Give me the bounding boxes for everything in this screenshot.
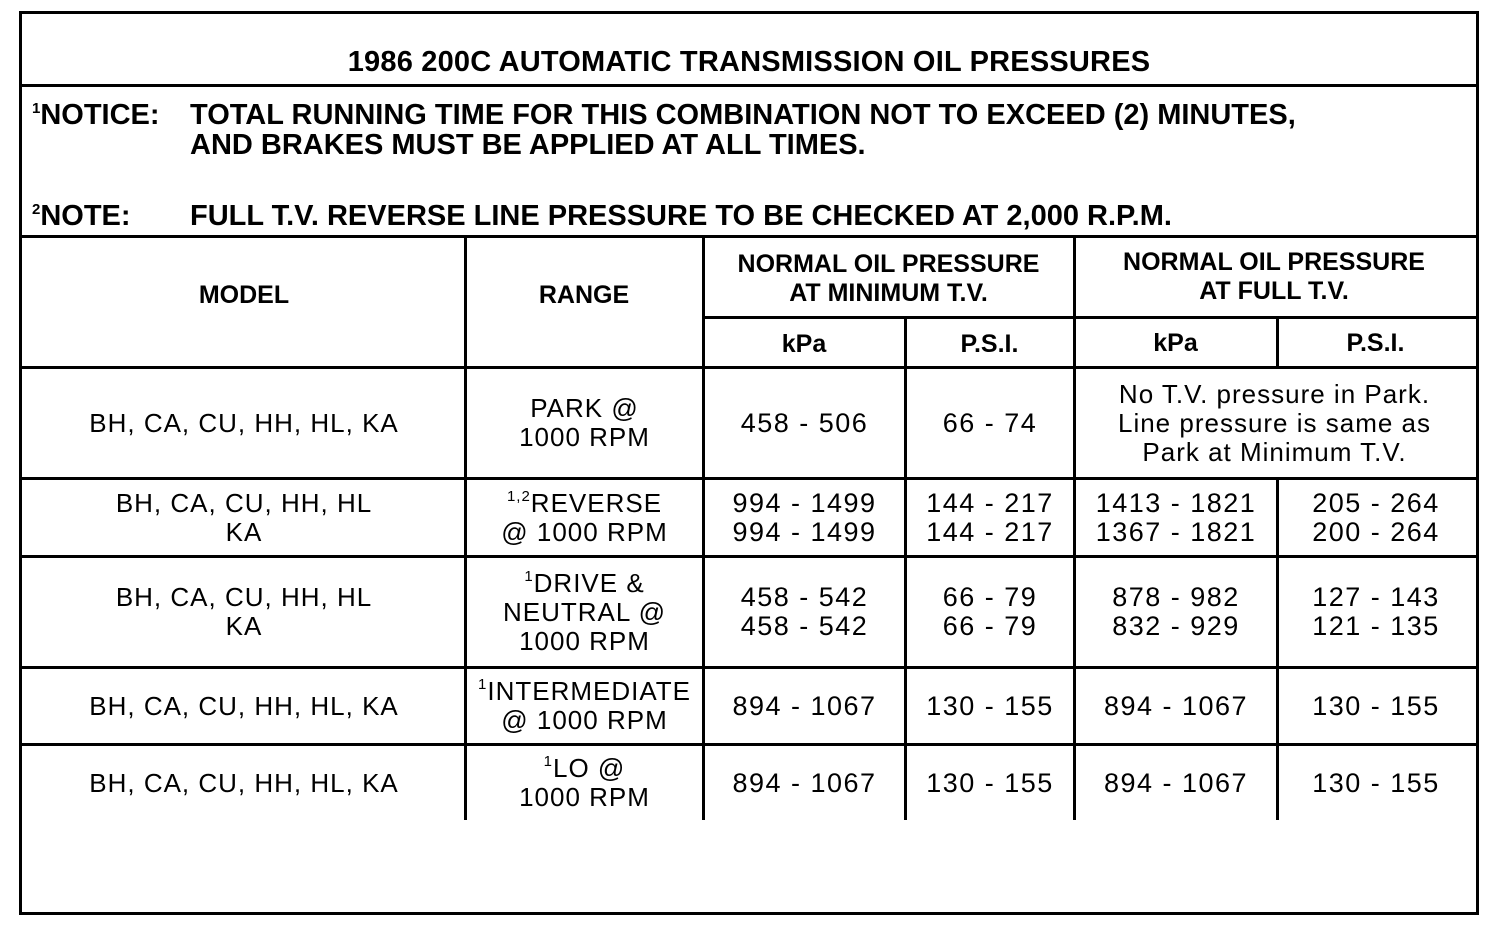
- model-cell-text: BH, CA, CU, HH, HL, KA: [89, 768, 399, 798]
- full-tv-psi-cell-line: [1279, 489, 1473, 518]
- full-tv-psi-cell-text: 130 - 155: [1312, 768, 1440, 798]
- header-full-psi: P.S.I.: [1346, 329, 1405, 357]
- page-title: 1986 200C AUTOMATIC TRANSMISSION OIL PRESSURES: [347, 46, 1151, 78]
- range-cell-text: REVERSE: [530, 488, 663, 518]
- full-tv-note-cell: [1076, 380, 1473, 467]
- min-tv-kpa-cell-line: [705, 612, 904, 641]
- min-tv-psi-cell-text: 66 - 79: [942, 611, 1038, 641]
- range-cell-text: @ 1000 RPM: [501, 705, 668, 735]
- range-cell-line: [467, 783, 702, 812]
- notice-label: [32, 99, 160, 132]
- range-cell-line: [467, 423, 702, 452]
- header-min-psi: P.S.I.: [960, 330, 1019, 358]
- full-tv-psi-cell-text: 200 - 264: [1312, 517, 1440, 547]
- full-tv-psi-cell-text: 130 - 155: [1312, 691, 1440, 721]
- full-tv-kpa-cell-text: 894 - 1067: [1103, 768, 1249, 798]
- full-tv-psi-cell-line: [1279, 518, 1473, 547]
- min-tv-kpa-cell-text: 994 - 1499: [732, 517, 877, 547]
- footnote-marker: 1: [478, 676, 488, 693]
- min-tv-kpa-cell-line: [705, 409, 904, 438]
- full-tv-psi-cell-line: [1279, 692, 1473, 721]
- header-full-kpa: kPa: [1153, 329, 1198, 357]
- notice-text: [190, 100, 1296, 160]
- min-tv-psi-cell: [907, 409, 1073, 438]
- table-rule-h: [22, 366, 1476, 369]
- full-tv-kpa-cell: [1076, 769, 1276, 798]
- model-cell-line: [24, 518, 464, 547]
- document-frame: [19, 11, 1479, 915]
- full-tv-note-cell-text: Line pressure is same as: [1117, 408, 1432, 438]
- notice-line-2: AND BRAKES MUST BE APPLIED AT ALL TIMES.: [190, 129, 866, 161]
- full-tv-kpa-cell-line: [1076, 518, 1276, 547]
- title-divider: [22, 84, 1476, 87]
- full-tv-note-cell-line: [1076, 438, 1473, 467]
- table-rule-h: [22, 743, 1476, 746]
- model-cell-line: [24, 769, 464, 798]
- full-tv-kpa-cell-text: 1413 - 1821: [1095, 488, 1257, 518]
- range-cell: [467, 677, 702, 735]
- full-tv-note-cell-text: Park at Minimum T.V.: [1142, 437, 1407, 467]
- full-tv-psi-cell-line: [1279, 583, 1473, 612]
- model-cell: [24, 692, 464, 721]
- header-full-tv-line-2: AT FULL T.V.: [1199, 277, 1349, 305]
- range-cell-line: [467, 394, 702, 423]
- full-tv-psi-cell-line: [1279, 612, 1473, 641]
- full-tv-psi-cell: [1279, 489, 1473, 547]
- model-cell-line: [24, 409, 464, 438]
- min-tv-psi-cell-text: 66 - 79: [942, 582, 1038, 612]
- model-cell-text: KA: [225, 517, 263, 547]
- model-cell-line: [24, 692, 464, 721]
- range-cell-line: [467, 598, 702, 627]
- range-cell-line: [467, 489, 702, 518]
- range-cell: [467, 569, 702, 656]
- note-marker: 2: [32, 201, 41, 218]
- full-tv-kpa-cell: [1076, 692, 1276, 721]
- model-cell-line: [24, 583, 464, 612]
- full-tv-note-cell-line: [1076, 409, 1473, 438]
- min-tv-psi-cell: [907, 489, 1073, 547]
- min-tv-kpa-cell-text: 458 - 506: [740, 408, 869, 438]
- note-text: FULL T.V. REVERSE LINE PRESSURE TO BE CHECKED AT 2,000 R.P.M.: [190, 200, 1172, 232]
- range-cell: [467, 754, 702, 812]
- full-tv-psi-cell-text: 121 - 135: [1312, 611, 1440, 641]
- header-min-tv-line-2: AT MINIMUM T.V.: [789, 279, 988, 307]
- notice-label-text: NOTICE:: [40, 99, 160, 131]
- min-tv-kpa-cell-line: [705, 583, 904, 612]
- range-cell-line: [467, 677, 702, 706]
- range-cell: [467, 394, 702, 452]
- model-cell-text: BH, CA, CU, HH, HL, KA: [89, 408, 399, 438]
- min-tv-psi-cell-text: 66 - 74: [942, 408, 1038, 438]
- model-cell-text: BH, CA, CU, HH, HL: [115, 582, 373, 612]
- header-min-kpa: kPa: [781, 330, 827, 358]
- notice-marker: 1: [32, 100, 41, 117]
- header-range: RANGE: [538, 281, 630, 309]
- model-cell-line: [24, 612, 464, 641]
- note-label-text: NOTE:: [40, 200, 131, 232]
- full-tv-note-cell-line: [1076, 380, 1473, 409]
- full-tv-kpa-cell-text: 878 - 982: [1112, 582, 1240, 612]
- range-cell-text: DRIVE &: [533, 568, 645, 598]
- full-tv-kpa-cell-line: [1076, 489, 1276, 518]
- min-tv-psi-cell-text: 130 - 155: [926, 768, 1054, 798]
- min-tv-kpa-cell-line: [705, 489, 904, 518]
- range-cell-text: INTERMEDIATE: [487, 676, 691, 706]
- full-tv-kpa-cell: [1076, 583, 1276, 641]
- model-cell: [24, 769, 464, 798]
- full-tv-kpa-cell-line: [1076, 769, 1276, 798]
- model-cell: [24, 489, 464, 547]
- range-cell-line: [467, 569, 702, 598]
- min-tv-kpa-cell: [705, 583, 904, 641]
- range-cell-text: @ 1000 RPM: [501, 517, 668, 547]
- min-tv-psi-cell-text: 144 - 217: [926, 488, 1054, 518]
- min-tv-psi-cell-line: [907, 409, 1073, 438]
- footnote-marker: 1,2: [506, 488, 531, 505]
- min-tv-kpa-cell-text: 458 - 542: [740, 582, 869, 612]
- min-tv-kpa-cell-text: 894 - 1067: [732, 768, 877, 798]
- min-tv-kpa-cell-text: 894 - 1067: [732, 691, 877, 721]
- min-tv-kpa-cell: [705, 409, 904, 438]
- full-tv-psi-cell: [1279, 769, 1473, 798]
- full-tv-kpa-cell-text: 894 - 1067: [1103, 691, 1249, 721]
- range-cell-line: [467, 706, 702, 735]
- range-cell-text: 1000 RPM: [519, 782, 650, 812]
- header-min-tv-line-1: NORMAL OIL PRESSURE: [737, 250, 1040, 278]
- header-min-tv: [704, 250, 1073, 308]
- range-cell-line: [467, 518, 702, 547]
- min-tv-psi-cell-line: [907, 692, 1073, 721]
- full-tv-kpa-cell-text: 1367 - 1821: [1095, 517, 1257, 547]
- min-tv-kpa-cell-line: [705, 692, 904, 721]
- model-cell: [24, 583, 464, 641]
- min-tv-kpa-cell-line: [705, 518, 904, 547]
- full-tv-psi-cell: [1279, 692, 1473, 721]
- full-tv-kpa-cell-text: 832 - 929: [1112, 611, 1240, 641]
- header-full-tv-line-1: NORMAL OIL PRESSURE: [1123, 248, 1425, 276]
- min-tv-psi-cell-line: [907, 489, 1073, 518]
- full-tv-psi-cell: [1279, 583, 1473, 641]
- min-tv-psi-cell-text: 130 - 155: [926, 691, 1054, 721]
- range-cell-text: NEUTRAL @: [502, 597, 666, 627]
- model-cell: [24, 409, 464, 438]
- table-rule-h: [22, 666, 1476, 669]
- min-tv-psi-cell-line: [907, 583, 1073, 612]
- notice-line-1: TOTAL RUNNING TIME FOR THIS COMBINATION NOT TO EXCEED (2) MINUTES,: [190, 99, 1296, 131]
- min-tv-kpa-cell-text: 994 - 1499: [732, 488, 877, 518]
- footnote-marker: 1: [543, 753, 554, 770]
- footnote-marker: 1: [524, 568, 534, 585]
- note-label: [32, 200, 131, 233]
- model-cell-text: BH, CA, CU, HH, HL, KA: [89, 691, 399, 721]
- range-cell-text: LO @: [553, 753, 626, 783]
- full-tv-psi-cell-text: 205 - 264: [1312, 488, 1440, 518]
- full-tv-kpa-cell: [1076, 489, 1276, 547]
- table-rule-v: [904, 316, 907, 820]
- full-tv-kpa-cell-line: [1076, 612, 1276, 641]
- range-cell-text: 1000 RPM: [519, 422, 650, 452]
- min-tv-kpa-cell: [705, 692, 904, 721]
- model-cell-text: BH, CA, CU, HH, HL: [115, 488, 373, 518]
- min-tv-psi-cell-line: [907, 612, 1073, 641]
- min-tv-psi-cell: [907, 692, 1073, 721]
- model-cell-text: KA: [225, 611, 263, 641]
- range-cell-text: 1000 RPM: [519, 626, 650, 656]
- min-tv-psi-cell: [907, 583, 1073, 641]
- table-rule-h: [22, 477, 1476, 480]
- min-tv-kpa-cell: [705, 769, 904, 798]
- full-tv-kpa-cell-line: [1076, 583, 1276, 612]
- range-cell-line: [467, 627, 702, 656]
- model-cell-line: [24, 489, 464, 518]
- header-model: MODEL: [198, 281, 290, 309]
- range-cell-text: PARK @: [530, 393, 639, 423]
- range-cell-line: [467, 754, 702, 783]
- full-tv-note-cell-text: No T.V. pressure in Park.: [1118, 379, 1431, 409]
- min-tv-psi-cell-text: 144 - 217: [926, 517, 1054, 547]
- min-tv-psi-cell-line: [907, 518, 1073, 547]
- table-rule-h: [22, 235, 1476, 238]
- min-tv-psi-cell-line: [907, 769, 1073, 798]
- table-rule-h: [22, 555, 1476, 558]
- full-tv-psi-cell-text: 127 - 143: [1312, 582, 1440, 612]
- header-full-tv: [1075, 248, 1473, 306]
- table-rule-h: [704, 316, 1476, 319]
- min-tv-kpa-cell: [705, 489, 904, 547]
- min-tv-kpa-cell-line: [705, 769, 904, 798]
- min-tv-psi-cell: [907, 769, 1073, 798]
- full-tv-kpa-cell-line: [1076, 692, 1276, 721]
- full-tv-psi-cell-line: [1279, 769, 1473, 798]
- min-tv-kpa-cell-text: 458 - 542: [740, 611, 869, 641]
- range-cell: [467, 489, 702, 547]
